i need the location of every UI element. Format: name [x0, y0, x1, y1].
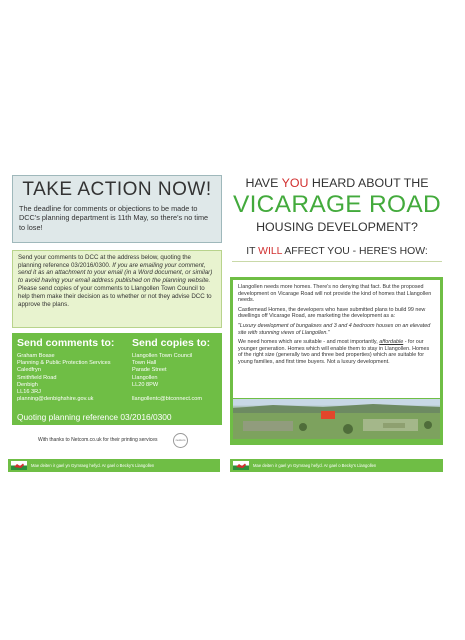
- info-box: [230, 277, 443, 445]
- village-aerial-photo: [233, 399, 440, 439]
- headline-line1: HAVE YOU HEARD ABOUT THE: [245, 176, 429, 190]
- info-text-panel: [233, 280, 440, 398]
- printing-thanks-text: With thanks to Netcom.co.uk for their printing services: [38, 437, 158, 443]
- village-photo-illustration: [233, 399, 440, 439]
- send-comments-title: Send comments to:: [17, 337, 115, 349]
- send-comments-address: Graham Boase Planning & Public Protection Services Caledfryn Smithfield Road Denbigh LL16 3RJ planning@denbighshire.gov.uk: [17, 353, 111, 403]
- info-para1: Llangollen needs more homes. There's no denying that fact. But the proposed development on Vicarage Road will not provide the kind of homes that Llangollen needs.: [238, 284, 432, 304]
- send-copies-address: Llangollen Town Council Town Hall Parade Street Llangollen LL20 8PW llangollentc@btconnect.com: [132, 353, 203, 403]
- planning-reference-footer: Quoting planning reference 03/2016/0300: [17, 412, 172, 422]
- netcom-logo: netcom: [173, 433, 188, 448]
- info-para4: We need homes which are suitable - and most importantly, affordable - for our younger generation. Homes which will enable them to stay in Llangollen. Homes of the right size (generally two and three bed properties) which are suitable for young families, and first time buyers. Not a luxury development.: [238, 339, 430, 365]
- send-instructions-box: [12, 250, 222, 328]
- headline-vicarage-road: VICARAGE ROAD: [232, 191, 442, 218]
- send-instructions-para2: Please send copies of your comments to Llangollen Town Council to help them make their decision as to whether or not they advise DCC to approve the plans.: [18, 285, 212, 308]
- headline-divider: [232, 261, 442, 262]
- headline-line4: IT WILL AFFECT YOU - HERE'S HOW:: [246, 246, 428, 257]
- send-copies-title: Send copies to:: [132, 337, 211, 349]
- headline-line3: HOUSING DEVELOPMENT?: [256, 220, 418, 234]
- welsh-flag-icon: [11, 461, 27, 470]
- welsh-footer-text: Mae deiten ir gael yn Gymraeg hefyd. Ar gael o Becky's Llangollen: [31, 463, 155, 468]
- welsh-footer-right: [230, 459, 443, 472]
- welsh-footer-text: Mae deiten ir gael yn Gymraeg hefyd. Ar gael o Becky's Llangollen: [253, 463, 377, 468]
- deadline-text: The deadline for comments or objections to be made to DCC's planning department is 11th May, so there's no time to lose!: [19, 204, 209, 232]
- town-council-email-link[interactable]: llangollentc@btconnect.com: [132, 396, 203, 403]
- info-quote: "Luxury development of bungalows and 3 and 4 bedroom houses on an elevated site with stunning views of Llangollen.": [238, 322, 431, 336]
- planning-email-link[interactable]: planning@denbighshire.gov.uk: [17, 396, 94, 403]
- welsh-flag-icon: [233, 461, 249, 470]
- info-para2: Castlemead Homes, the developers who have submitted plans to build 99 new dwellings off Vicarage Road, are marketing the development as a:: [238, 306, 426, 320]
- welsh-footer-left: [8, 459, 220, 472]
- contacts-box: [12, 333, 222, 425]
- send-instructions-para1: Send your comments to DCC at the address below, quoting the planning reference 03/2016/0300. If you are emailing your comment, send it as an attachment to your email (in a Word document, or similar) to avoid having your email address published on the planning website.: [18, 254, 213, 284]
- take-action-box: [12, 175, 222, 243]
- take-action-heading: TAKE ACTION NOW!: [22, 179, 212, 200]
